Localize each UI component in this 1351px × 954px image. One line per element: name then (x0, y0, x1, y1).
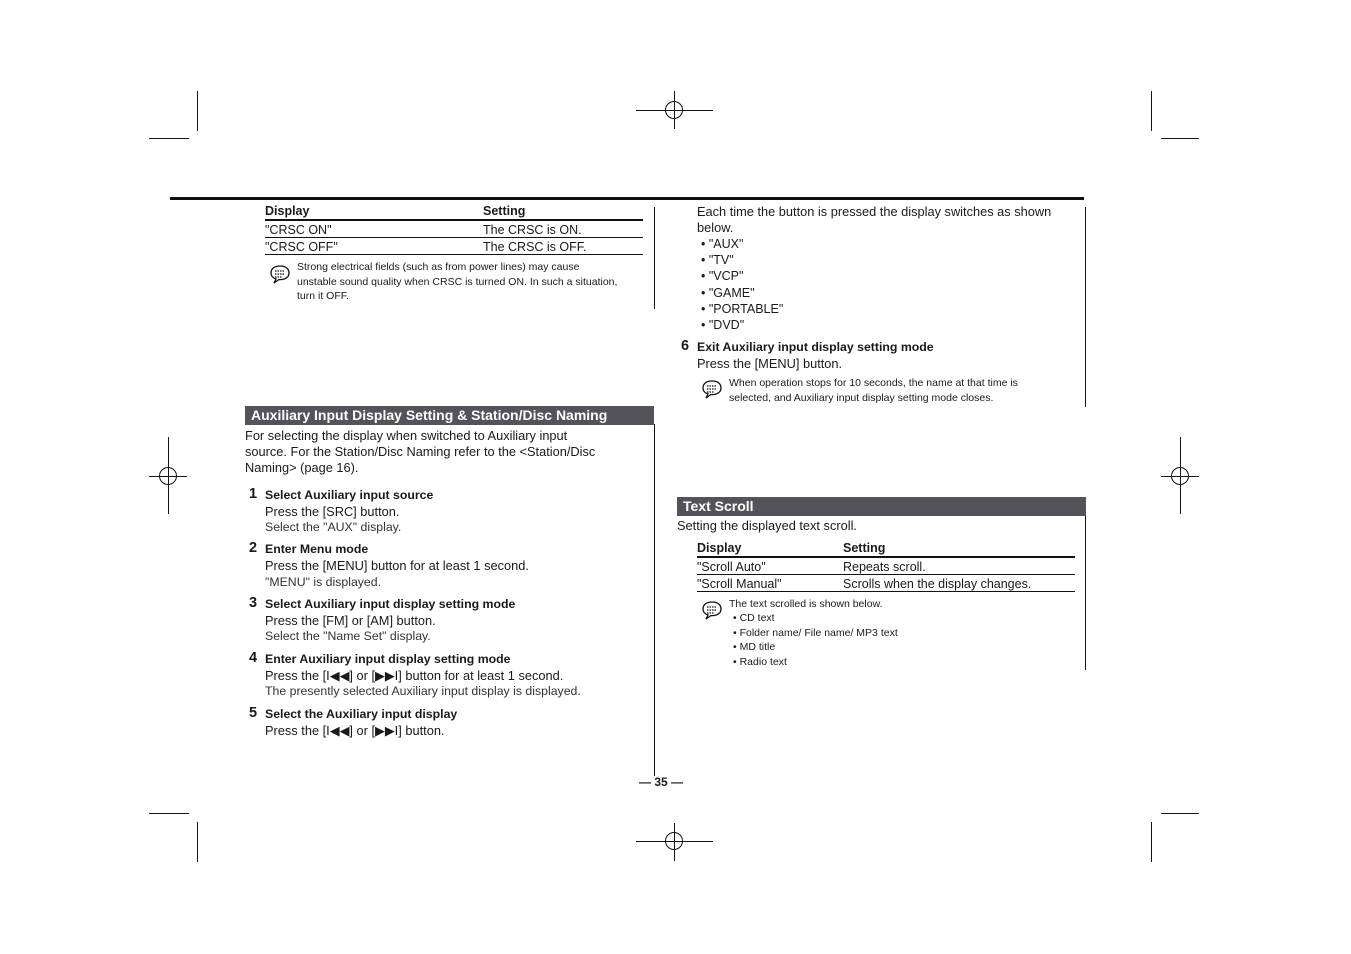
header-display: Display (697, 541, 843, 557)
crop-mark (1161, 138, 1199, 139)
header-setting: Setting (483, 204, 643, 220)
header-setting: Setting (843, 541, 1075, 557)
cell-setting: The CRSC is OFF. (483, 238, 643, 255)
step-result: Select the "Name Set" display. (265, 629, 431, 643)
step-instruction: Press the [MENU] button. (697, 356, 843, 371)
exit-note (729, 376, 1079, 405)
column-divider (1085, 207, 1086, 407)
section-title-aux: Auxiliary Input Display Setting & Station/Disc Naming (245, 406, 654, 425)
section-title-text-scroll: Text Scroll (677, 497, 1086, 516)
description-line: below. (697, 220, 734, 235)
crop-mark (149, 138, 189, 139)
step-instruction: Press the [I◀◀] or [▶▶I] button. (265, 723, 445, 738)
header-rule (170, 197, 1084, 200)
list-item: • Folder name/ File name/ MP3 text (733, 626, 898, 641)
step-title: Select Auxiliary input source (265, 488, 434, 502)
list-item: • "PORTABLE" (701, 301, 783, 317)
page-number: — 35 — (639, 775, 684, 789)
crop-mark (1151, 91, 1152, 131)
list-item: • Radio text (733, 655, 898, 670)
display-list (701, 236, 783, 333)
cell-setting: Repeats scroll. (843, 557, 1075, 575)
step-number: 2 (249, 540, 258, 556)
column-divider (654, 207, 655, 309)
table-row (265, 220, 643, 238)
list-item: • "AUX" (701, 236, 783, 252)
note-icon (269, 264, 291, 284)
text-scroll-intro: Setting the displayed text scroll. (677, 518, 857, 533)
header-display: Display (265, 204, 483, 220)
crsc-table (265, 204, 643, 255)
step-instruction: Press the [I◀◀] or [▶▶I] button for at least 1 second. (265, 668, 564, 683)
step-instruction: Press the [SRC] button. (265, 504, 400, 519)
table-row (265, 238, 643, 255)
intro-line: source. For the Station/Disc Naming refer to the <Station/Disc (245, 444, 596, 459)
text-scroll-note: The text scrolled is shown below. (729, 598, 883, 610)
note-icon (701, 600, 723, 620)
crop-mark (1151, 822, 1152, 862)
step-title: Exit Auxiliary input display setting mode (697, 340, 934, 354)
switch-description (697, 204, 1077, 236)
step-instruction: Press the [FM] or [AM] button. (265, 613, 436, 628)
crop-mark (1161, 813, 1199, 814)
note-icon (701, 379, 723, 399)
cell-display: "CRSC ON" (265, 220, 483, 238)
list-item: • "DVD" (701, 317, 783, 333)
intro-line: For selecting the display when switched to Auxiliary input (245, 428, 568, 443)
step-result: Select the "AUX" display. (265, 520, 402, 534)
registration-mark (665, 832, 683, 850)
list-item: • "TV" (701, 252, 783, 268)
registration-mark (665, 101, 683, 119)
note-line: unstable sound quality when CRSC is turned ON. In such a situation, (297, 275, 618, 288)
registration-mark (159, 467, 177, 485)
step-title: Select the Auxiliary input display (265, 707, 458, 721)
list-item: • CD text (733, 611, 898, 626)
note-line: When operation stops for 10 seconds, the name at that time is (729, 377, 1018, 389)
list-item: • MD title (733, 640, 898, 655)
step-number: 1 (249, 486, 258, 502)
scroll-text-list (733, 611, 898, 669)
step-title: Enter Menu mode (265, 542, 369, 556)
cell-setting: The CRSC is ON. (483, 220, 643, 238)
list-item: • "VCP" (701, 268, 783, 284)
note-line: selected, and Auxiliary input display setting mode closes. (729, 391, 994, 404)
note-line: Strong electrical fields (such as from power lines) may cause (297, 261, 580, 273)
registration-mark (1171, 467, 1189, 485)
step-instruction: Press the [MENU] button for at least 1 second. (265, 558, 529, 573)
step-number: 5 (249, 705, 258, 721)
list-item: • "GAME" (701, 285, 783, 301)
table-header-row (265, 204, 643, 220)
cell-setting: Scrolls when the display changes. (843, 575, 1075, 592)
table-header-row (697, 541, 1075, 557)
step-number: 4 (249, 650, 258, 666)
note-line: turn it OFF. (297, 290, 349, 302)
column-divider (1085, 514, 1086, 670)
table-row (697, 557, 1075, 575)
crop-mark (197, 91, 198, 131)
step-number: 3 (249, 595, 258, 611)
step-title: Enter Auxiliary input display setting mode (265, 652, 511, 666)
cell-display: "Scroll Manual" (697, 575, 843, 592)
column-divider (654, 424, 655, 776)
step-result: "MENU" is displayed. (265, 575, 382, 589)
text-scroll-table (697, 541, 1075, 592)
aux-intro (245, 428, 650, 476)
step-number: 6 (681, 338, 690, 354)
cell-display: "Scroll Auto" (697, 557, 843, 575)
cell-display: "CRSC OFF" (265, 238, 483, 255)
crsc-note (297, 260, 647, 304)
table-row (697, 575, 1075, 592)
step-result: The presently selected Auxiliary input display is displayed. (265, 684, 581, 698)
description-line: Each time the button is pressed the display switches as shown (697, 204, 1052, 219)
intro-line: Naming> (page 16). (245, 460, 359, 475)
step-title: Select Auxiliary input display setting mode (265, 597, 516, 611)
crop-mark (197, 822, 198, 862)
crop-mark (149, 813, 189, 814)
